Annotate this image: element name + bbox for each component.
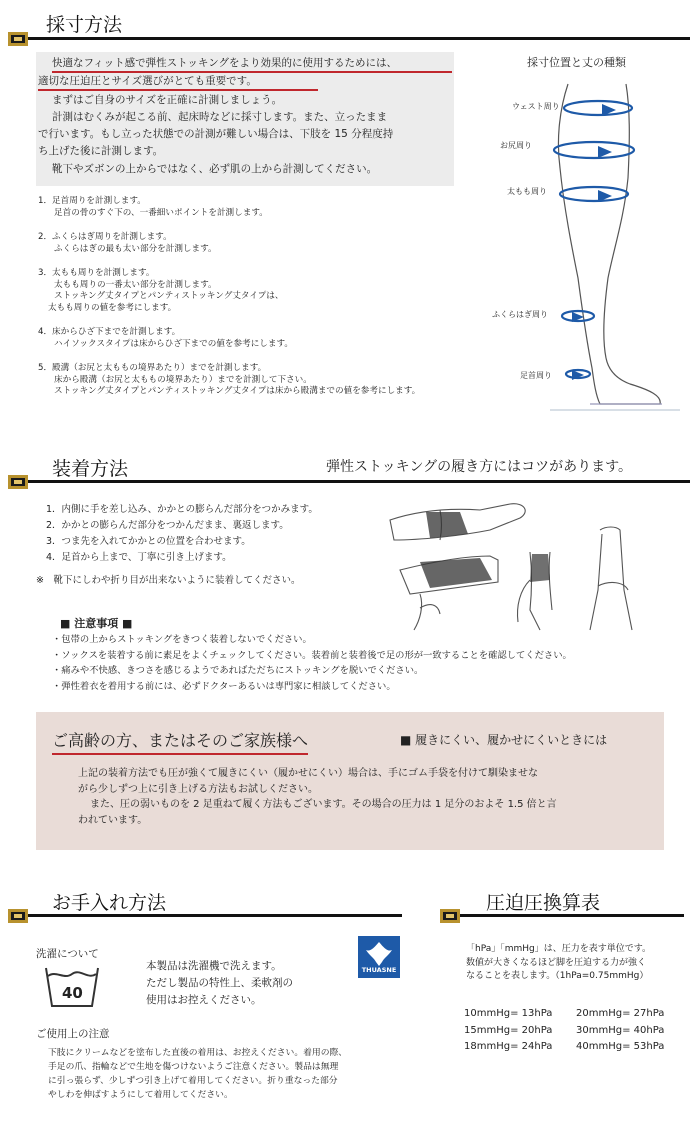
elderly-subtitle: ■ 履きにくい、履かせにくいときには [400, 733, 608, 747]
pressure-description: 「hPa」「mmHg」は、圧力を表す単位です。 数値が大きくなるほど脚を圧迫する力が強く なることを表します。（1hPa=0.75mmHg） [466, 944, 652, 981]
section-marker-icon [440, 909, 460, 923]
measure-step-2: 2．ふくらはぎ周りを計測します。 ふくらはぎの最も太い部分を計測します。 [38, 232, 217, 254]
label-calf: ふくらはぎ周り [492, 310, 548, 319]
section-marker-icon [8, 909, 28, 923]
measure-step-3: 3．太もも周りを計測します。 太もも周りの一番太い部分を計測します。 ストッキング丈タイプとパンティストッキング丈タイプは、 太もも周りの値を参考にします。 [38, 268, 284, 313]
intro-line-4: 計測はむくみが起こる前、起床時などに採寸します。また、立ったまま [52, 111, 388, 123]
caution-list: ・包帯の上からストッキングをきつく装着しないでください。 ・ソックスを装着する前に素足をよくチェックしてください。装着前と装着後で足の形が一致することを確認してください。 ・痛みや不快感、きつさを感じるようであればただちにストッキングを脱いでください。 ・弾性着衣を着用する前には、必ずドクターあるいは専門家に相談してください。 [52, 634, 572, 692]
measure-step-5: 5．殿溝（お尻と太ももの境界あたり）までを計測します。 床から殿溝（お尻と太ももの境界あたり）までを計測して下さい。 ストッキング丈タイプとパンティストッキング丈タイプは床から殿溝までの値を参考にします。 [38, 363, 421, 396]
care-title-rule [22, 914, 402, 917]
pressure-row: 18mmHg= 24hPa 40mmHg= 53hPa [464, 1041, 665, 1052]
label-waist: ウェスト周り [512, 102, 560, 111]
care-section-title: お手入れ方法 [52, 892, 167, 914]
caution-title: ■ 注意事項 ■ [60, 617, 133, 630]
section-marker-icon [8, 32, 28, 46]
label-hip: お尻周り [500, 141, 532, 150]
wearing-note: ※ 靴下にしわや折り目が出来ないように装着してください。 [36, 575, 301, 586]
wash-temp: 40 [62, 984, 83, 1002]
measure-section-title: 採寸方法 [46, 14, 123, 36]
wearing-title-rule [22, 480, 690, 483]
pressure-table [464, 1006, 664, 1056]
thuasne-emblem-icon [358, 938, 400, 968]
measure-step-4: 4．床からひざ下までを計測します。 ハイソックスタイプは床からひざ下までの値を参考にします。 [38, 327, 293, 349]
wearing-illustration [380, 490, 680, 640]
pressure-section-title: 圧迫圧換算表 [486, 892, 601, 914]
thuasne-logo [358, 936, 400, 978]
wearing-steps: 1．内側に手を差し込み、かかとの膨らんだ部分をつかみます。 2．かかとの膨らんだ部分をつかんだまま、裏返します。 3．つま先を入れてかかとの位置を合わせます。 4．足首から上まで、丁寧に引き上げます。 [46, 504, 318, 563]
usage-title: ご使用上の注意 [36, 1028, 110, 1040]
elderly-body: 上記の装着方法でも圧が強くて履きにくい（履かせにくい）場合は、手にゴム手袋を付けて馴染ませな がら少しずつ上に引き上げる方法もお試しください。 また、圧の弱いものを 2 足重ねて履く方法もございます。その場合の圧力は 1 足分のおよそ 1.5 倍と言 われています。 [78, 768, 557, 826]
leg-measure-diagram [490, 78, 690, 418]
wash-title: 洗濯について [36, 948, 99, 960]
pressure-title-rule [452, 914, 684, 917]
pressure-row: 15mmHg= 20hPa 30mmHg= 40hPa [464, 1024, 665, 1036]
wearing-section-title: 装着方法 [52, 458, 129, 480]
intro-line-2: 適切な圧迫圧とサイズ選びがとても重要です。 [38, 74, 318, 91]
wash-instructions: 本製品は洗濯機で洗えます。 ただし製品の特性上、柔軟剤の 使用はお控えください。 [146, 960, 293, 1006]
intro-line-7: 靴下やズボンの上からではなく、必ず肌の上から計測してください。 [52, 163, 378, 175]
wearing-subtitle: 弾性ストッキングの履き方にはコツがあります。 [326, 459, 633, 475]
label-ankle: 足首周り [520, 371, 552, 380]
intro-line-6: ち上げた後に計測します。 [38, 145, 164, 157]
section-marker-icon [8, 475, 28, 489]
label-thigh: 太もも周り [507, 187, 547, 196]
intro-line-3: まずはご自身のサイズを正確に計測しましょう。 [52, 94, 283, 106]
usage-notes: 下肢にクリームなどを塗布した直後の着用は、お控えください。着用の際、 手足の爪、指輪などで生地を傷つけないようご注意ください。製品は無理 に引っ張らず、少しずつ引き上げて着用してください。折り重なった部分 やしわを伸ばすようにして着用してください。 [48, 1048, 348, 1100]
intro-line-5: で行います。もし立った状態での計測が難しい場合は、下肢を 15 分程度持 [38, 128, 394, 140]
measure-title-rule [22, 37, 690, 40]
intro-line-1: 快適なフィット感で弾性ストッキングをより効果的に使用するためには、 [52, 56, 452, 73]
pressure-row: 10mmHg= 13hPa 20mmHg= 27hPa [464, 1008, 665, 1019]
elderly-title: ご高齢の方、またはそのご家族様へ [52, 728, 308, 755]
measure-step-1: 1．足首周りを計測します。 足首の骨のすぐ下の、一番細いポイントを計測します。 [38, 196, 268, 218]
diagram-title: 採寸位置と丈の種類 [527, 56, 626, 69]
thuasne-logo-text: THUASNE [361, 966, 397, 974]
